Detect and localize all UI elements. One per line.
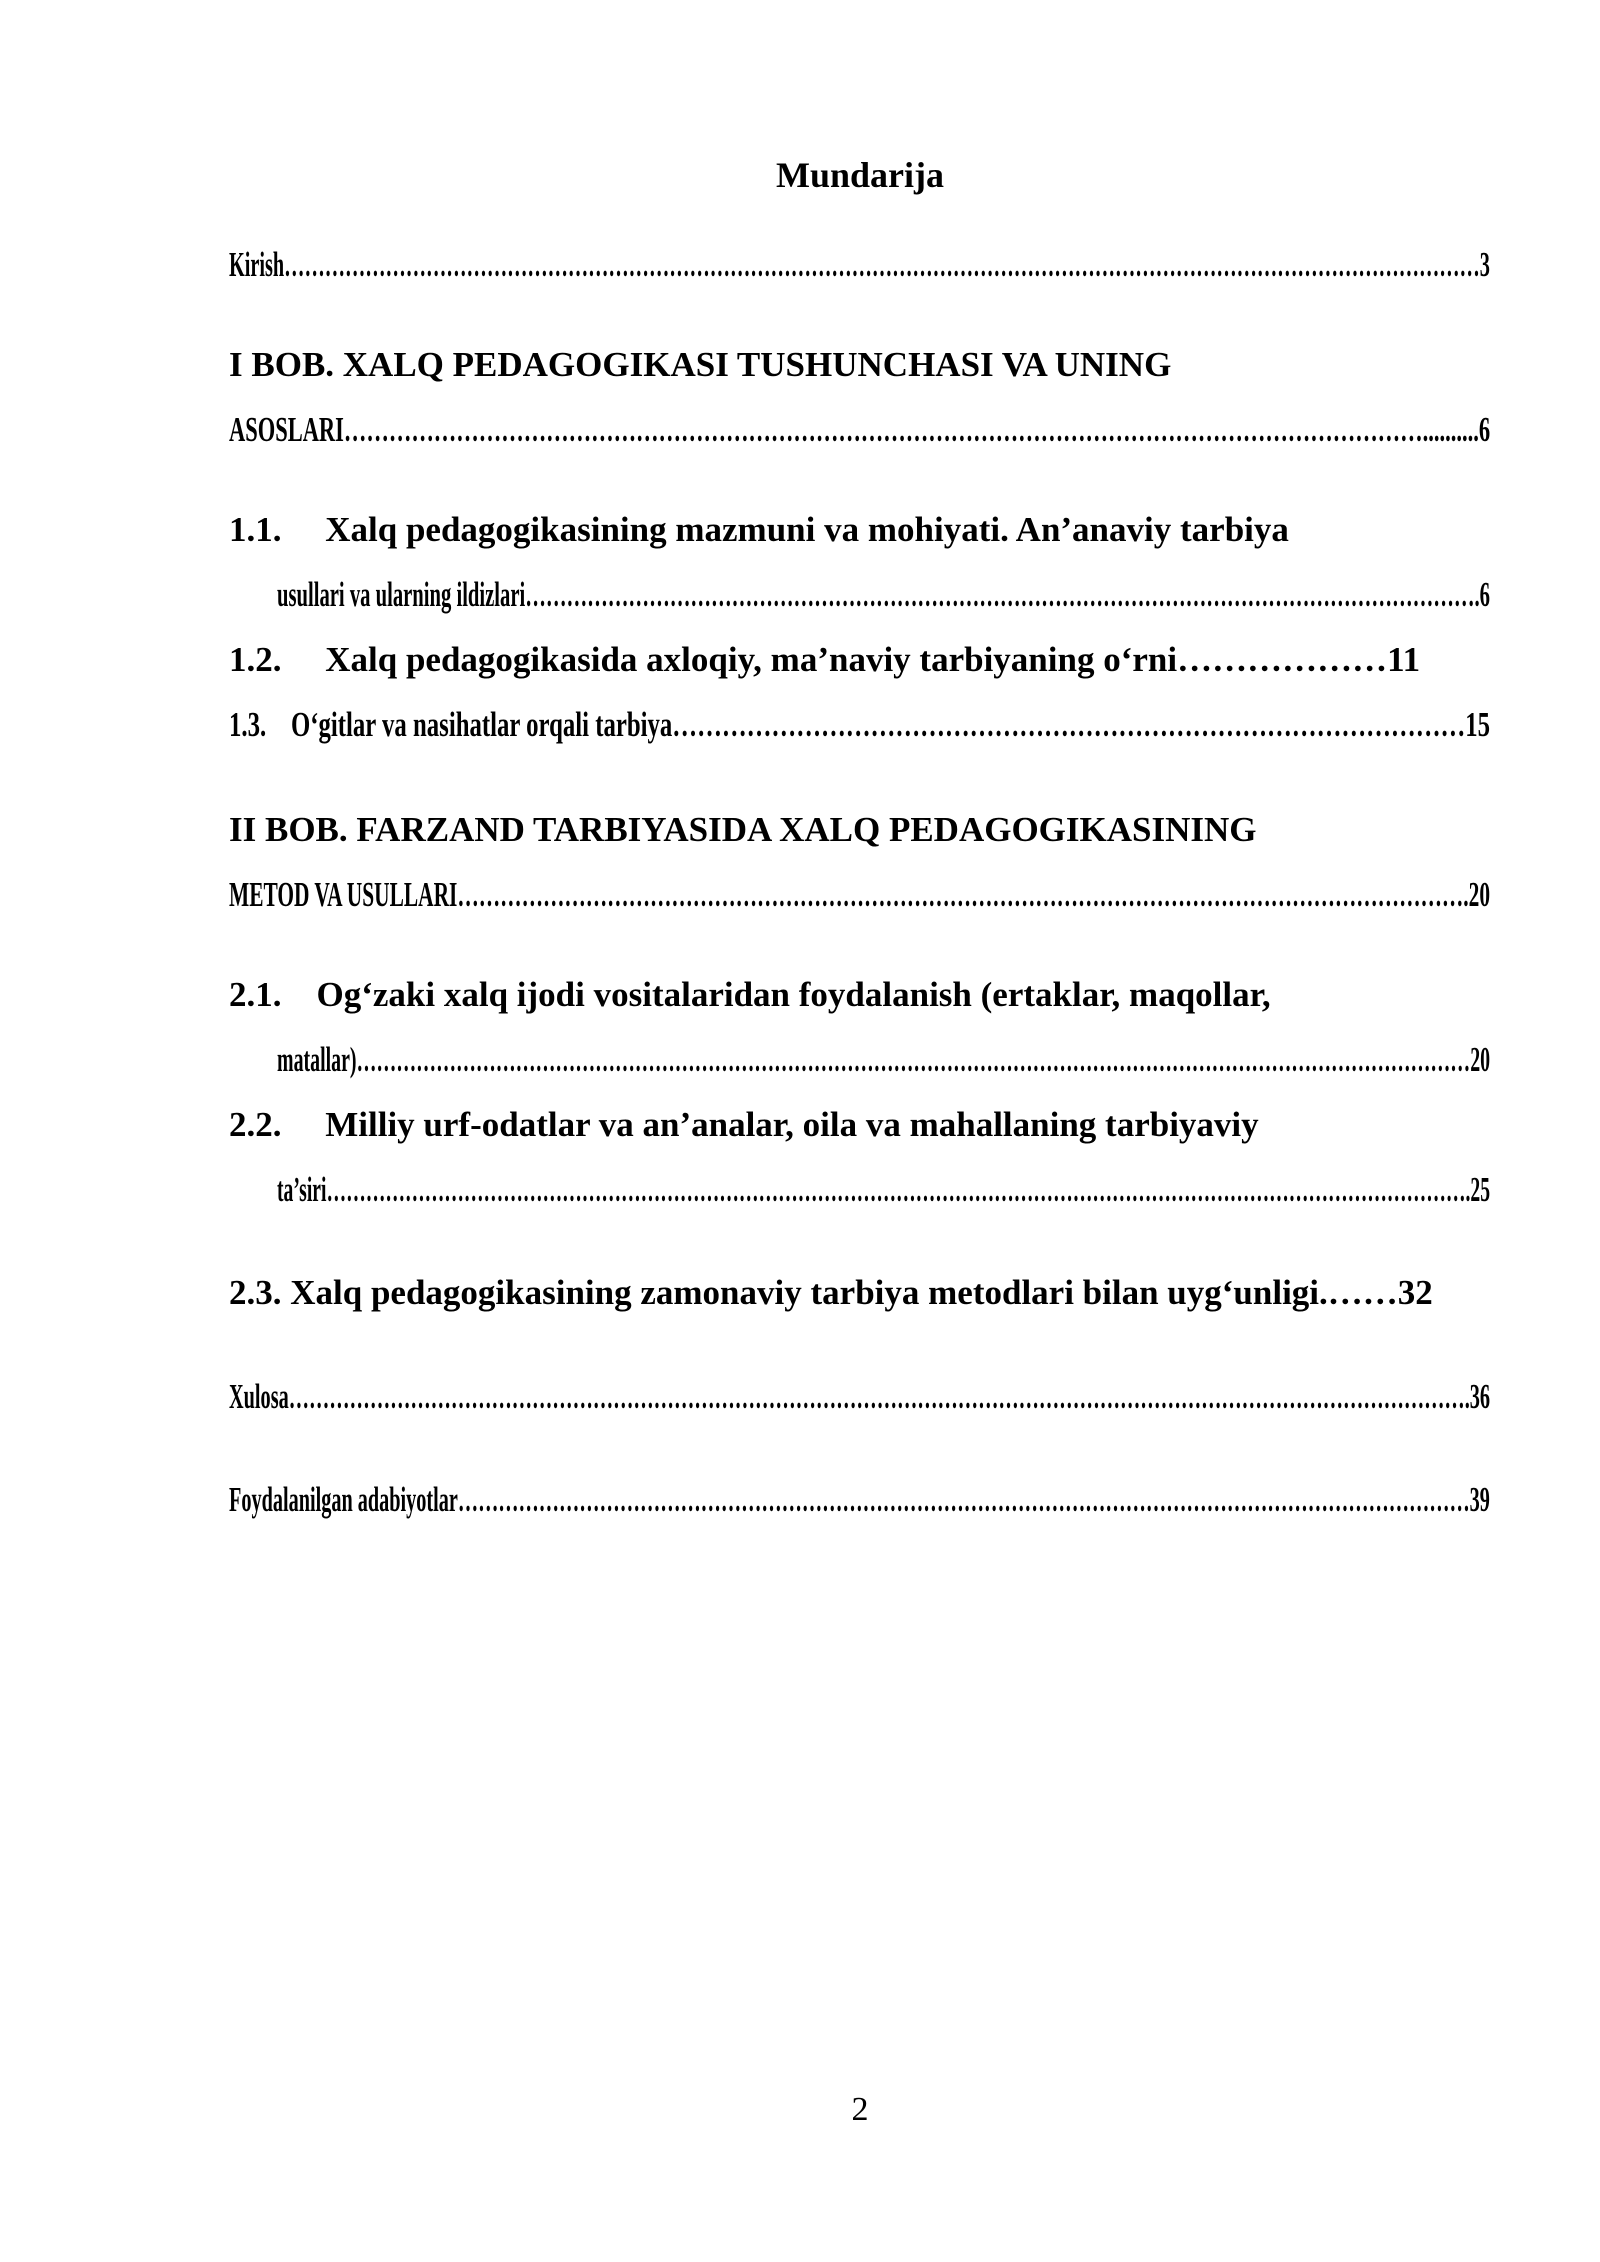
- toc-entry-chapter-2-title: II BOB. FARZAND TARBIYASIDA XALQ PEDAGOGIKASINING: [229, 810, 1257, 849]
- page-title: Mundarija: [775, 155, 944, 195]
- toc-entry-chapter-1-continuation: ASOSLARI………………………………………………………………………………………………………………………………..........6: [229, 410, 1491, 449]
- toc-entry-section-2-2: 2.2. Milliy urf-odatlar va an’analar, oila va mahallaning tarbiyaviy: [229, 1105, 1259, 1144]
- toc-entry-section-1-3: 1.3. O‘gitlar va nasihatlar orqali tarbiya……………………………………………………………………………………15: [229, 705, 1491, 744]
- toc-entry-section-2-1: 2.1. Og‘zaki xalq ijodi vositalaridan foydalanish (ertaklar, maqollar,: [229, 975, 1271, 1014]
- toc-entry-section-1-2: 1.2. Xalq pedagogikasida axloqiy, ma’naviy tarbiyaning o‘rni………………11: [229, 640, 1421, 679]
- toc-entry-section-1-1-continuation: usullari va ularning ildizlari………………………………………………………………………………………………………………………….6: [277, 575, 1490, 614]
- toc-entry-section-1-1: 1.1. Xalq pedagogikasining mazmuni va mohiyati. An’anaviy tarbiya: [229, 510, 1289, 549]
- toc-entry-xulosa: Xulosa………………………………………………………………………………………………………………………………………………………….36: [229, 1377, 1491, 1416]
- toc-entry-references: Foydalanilgan adabiyotlar……………………………………………………………………………………………………………………………………39: [229, 1480, 1490, 1519]
- page-number: 2: [851, 2091, 869, 2128]
- toc-entry-section-2-2-continuation: ta’siri………………………………………………………………………………………………………………………………………………………….25: [277, 1170, 1491, 1209]
- toc-entry-chapter-2-continuation: METOD VA USULLARI…………………………………………………………………………………………………………………………….20: [229, 875, 1491, 914]
- toc-entry-chapter-1-title: I BOB. XALQ PEDAGOGIKASI TUSHUNCHASI VA UNING: [229, 345, 1172, 384]
- toc-entry-section-2-3: 2.3. Xalq pedagogikasining zamonaviy tarbiya metodlari bilan uyg‘unligi.……32: [229, 1273, 1433, 1312]
- toc-entry-kirish: Kirish……………………………………………………………………………………………………………………………………………………………3: [229, 245, 1490, 284]
- toc-entry-section-2-1-continuation: matallar)……………………………………………………………………………………………………………………………………………………20: [277, 1040, 1491, 1079]
